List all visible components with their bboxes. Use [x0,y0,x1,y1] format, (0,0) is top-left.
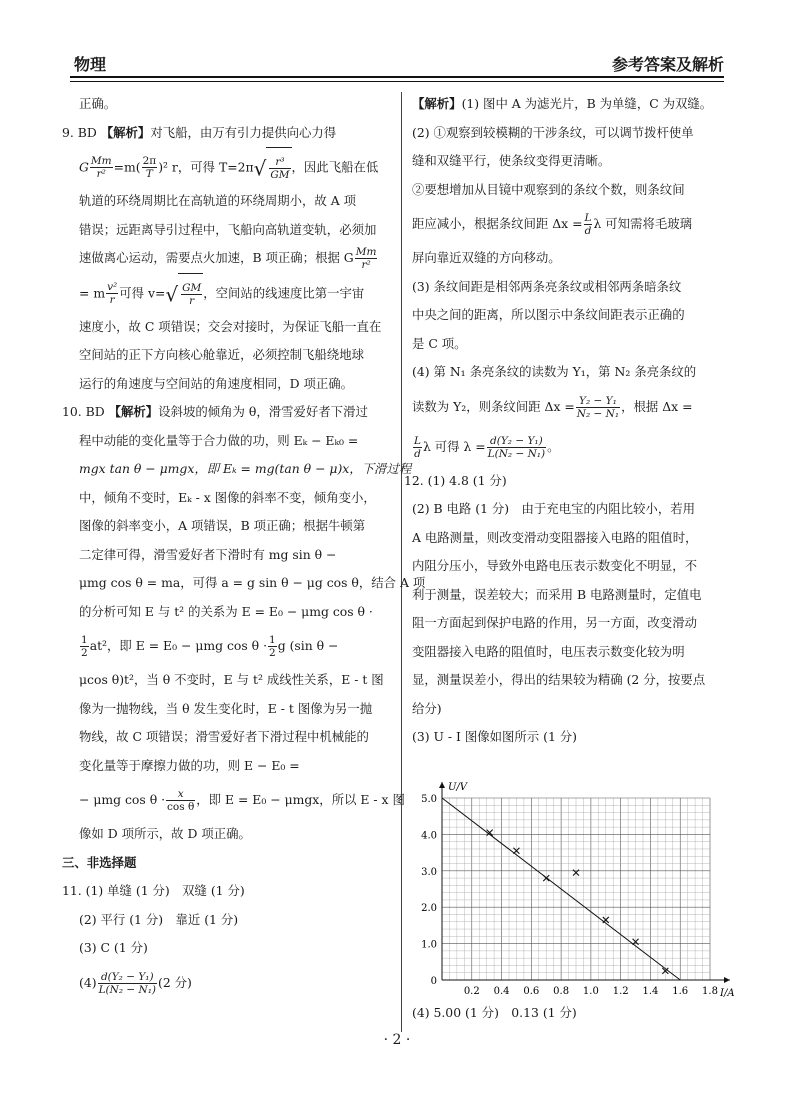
text-line: 运行的角速度与空间站的角速度相同，D 项正确。 [79,375,354,391]
y-axis-arrow [439,782,445,788]
text-line: 速度小，故 C 项错误；交会对接时，为保证飞船一直在 [79,318,382,334]
formula-line: 读数为 Y₂，则条纹间距 Δx = $\frac{\text{Y₂ − Y₁}}{\text{N₂ − N₁}}$ ，根据 Δx = [412,394,693,420]
q9-formula-line [62,147,390,187]
fraction: $\frac{\text{d(Y₂ − Y₁)}}{\text{L(N₂ − N₁)}}$ [98,970,156,996]
u-i-chart [412,770,742,1002]
x-tick-label: 0.2 [463,986,480,997]
text-line: (2) ①观察到较模糊的干涉条纹，可以调节拨杆使单 [412,124,694,140]
formula-line: $\frac{L}{d}$ λ 可得 λ = $\frac{\text{d(Y₂ − Y₁)}}{\text{L(N₂ − N₁)}}$ 。 [414,434,560,460]
text-line: 物线，故 C 项错误；滑雪爱好者下滑过程中机械能的 [79,729,369,744]
text-line: 的分析可知 E 与 t² 的关系为 E = E₀ − μmg cos θ · [79,603,373,619]
page-header [70,48,724,78]
x-tick-label: 1.0 [582,986,599,997]
section-heading: 三、非选择题 [62,854,137,870]
text: 对飞船，由万有引力提供向心力得 [150,124,337,140]
sqrt: √ $\frac{GM}{r}$ [165,273,203,315]
text-line: 【解析】(1) 图中 A 为滤光片，B 为单缝，C 为双缝。 [412,96,713,111]
text-line: 屏向靠近双缝的方向移动。 [412,250,561,265]
text-line: 正确。 [79,96,117,111]
text-line: 变化量等于摩擦力做的功，则 E − E₀ = [79,757,300,773]
y-tick-label: 1.0 [421,939,437,951]
q10-line: 10. BD 【解析】设斜坡的倾角为 θ，滑雪爱好者下滑过 [62,404,368,419]
text-line: 缝和双缝平行，使条纹变得更清晰。 [412,153,611,168]
text: )² r，可得 T=2π [158,159,254,175]
fraction: $\frac{L}{d}$ [584,212,592,237]
y-tick-label: 0 [430,976,437,987]
q11-line: 11. (1) 单缝 (1 分) 双缝 (1 分) [62,883,245,898]
x-tick-label: 1.6 [672,986,689,997]
q9-formula-line: = m $\frac{\text{v²}}{r}$ 可得 v=√ $\frac{GM}{r}$ ，空间站的线速度比第一宇宙 [62,273,390,313]
q11-formula-line: (4) $\frac{\text{d(Y₂ − Y₁)}}{\text{L(N₂ − N₁)}}$ (2 分) [79,970,192,996]
x-axis-label: I/A [720,988,735,999]
x-tick-label: 1.4 [642,986,659,997]
x-tick-label: 0.4 [493,986,510,997]
text-line: 是 C 项。 [412,335,467,351]
y-tick-label: 5.0 [421,794,437,805]
text-line: (3) U - I 图像如图所示 (1 分) [412,729,577,744]
column-divider [401,92,402,1032]
text-line: 中央之间的距离，所以图示中条纹间距表示正确的 [412,307,685,322]
text-line: 错误；远距离导引过程中，飞船向高轨道变轨，必须加 [79,221,377,237]
text-line: 显，测量误差小，得出的结果较为精确 (2 分，按要点 [412,672,706,687]
x-tick-label: 1.8 [702,986,718,997]
text: G [79,159,89,175]
q11-line: (2) 平行 (1 分) 靠近 (1 分) [79,911,239,927]
section-title: 参考答案及解析 [611,55,724,74]
text-line: (4) 第 N₁ 条亮条纹的读数为 Y₁，第 N₂ 条亮条纹的 [412,364,697,379]
page-number: · 2 · [383,1032,411,1048]
y-tick-label: 4.0 [421,830,437,842]
text-line: 像如 D 项所示，故 D 项正确。 [79,826,251,841]
fraction: $\frac{Mm}{\text{r²}}$ [355,246,377,271]
x-tick-label: 1.2 [612,986,629,997]
fraction: $\frac{1}{2}$ [269,634,276,659]
fraction: $\frac{2\pi}{T}$ [142,155,157,181]
analysis-tag: 【解析】 [100,124,151,140]
y-tick-label: 3.0 [421,866,437,878]
y-tick-label: 2.0 [421,903,437,915]
x-tick-label: 0.8 [553,986,570,997]
q10-number: 10. BD [62,404,105,419]
text-line: 内阻分压小，导致外电路电压表示数变化不明显，不 [412,558,697,573]
text-line: μmg cos θ = ma，可得 a = g sin θ − μg cos θ，结合 A 项 [79,575,426,590]
text-line: 利于测量，误差较大；而采用 B 电路测量时，定值电 [412,586,702,602]
q12-answer-4: (4) 5.00 (1 分) 0.13 (1 分) [412,1005,577,1020]
analysis-tag: 【解析】 [108,404,159,419]
sqrt: √ $\frac{\text{r³}}{GM}$ [254,147,292,189]
fraction: $\frac{x}{\text{cos θ}}$ [167,788,195,813]
text-line: 空间站的正下方向核心舱靠近，必须控制飞船绕地球 [79,347,364,362]
header-rule-thin [70,81,724,82]
fraction: $\frac{\text{d(Y₂ − Y₁)}}{\text{L(N₂ − N₁)}}$ [487,434,546,460]
y-axis-label: U/V [448,782,468,793]
text-line: ②要想增加从目镜中观察到的条纹个数，则条纹间 [412,181,685,197]
fraction: $\frac{L}{d}$ [414,434,421,460]
text-line: μcos θ)t²，当 θ 不变时，E 与 t² 成线性关系，E - t 图 [79,672,384,687]
fraction: $\frac{Mm}{\text{r²}}$ [90,155,112,181]
q9-line [62,119,390,148]
text-line: (3) 条纹间距是相邻两条亮条纹或相邻两条暗条纹 [412,278,682,294]
text: =m( [113,159,141,175]
subject-title: 物理 [74,55,107,74]
text-line: mgx tan θ − μmgx，即 Eₖ = mg(tan θ − μ)x，下滑过程 [79,461,412,476]
fraction: $\frac{\text{v²}}{r}$ [107,280,118,306]
text-line: 程中动能的变化量等于合力做的功，则 Eₖ − Eₖ₀ = [79,432,359,448]
q10-formula-line: $\frac{1}{2}$ at²，即 E = E₀ − μmg cos θ · $\frac{1}{2}$ g (sin θ − [81,634,339,659]
header-rule [70,76,724,78]
text: ，因此飞船在低 [291,159,379,175]
text-line: (2) B 电路 (1 分) 由于充电宝的内阻比较小，若用 [412,501,695,516]
q12-line: 12. (1) 4.8 (1 分) [404,472,507,488]
q9-number: 9. BD [62,124,97,140]
text-line: 中，倾角不变时，Eₖ - x 图像的斜率不变，倾角变小， [79,489,376,505]
text-line: 二定律可得，滑雪爱好者下滑时有 mg sin θ − [79,546,337,562]
fraction: $\frac{\text{Y₂ − Y₁}}{\text{N₂ − N₁}}$ [576,394,620,420]
x-tick-label: 0.6 [523,986,540,997]
text-line: A 电路测量，则改变滑动变阻器接入电路的阻值时， [412,529,698,545]
text-line: 阻一方面起到保护电路的作用，另一方面，改变滑动 [412,615,697,630]
x-axis-arrow [724,977,730,983]
q10-formula-line: − μmg cos θ · $\frac{x}{\text{cos θ}}$ ，即 E = E₀ − μmgx，所以 E - x 图 [79,788,405,813]
text-line: 像为一抛物线，当 θ 发生变化时，E - t 图像为另一抛 [79,700,373,716]
right-column [404,90,732,752]
text-line: 轨道的环绕周期比在高轨道的环绕周期小，故 A 项 [79,193,357,208]
text-line: 速做离心运动，需要点火加速，B 项正确；根据 G $\frac{Mm}{\text{r²}}$ [79,246,377,271]
formula-line: 距应减小，根据条纹间距 Δx = $\frac{L}{d}$ λ 可知需将毛玻璃 [412,212,693,237]
text-line: 图像的斜率变小，A 项错误，B 项正确；根据牛顿第 [79,518,366,533]
text-line: 变阻器接入电路的阻值时，电压表示数变化较为明 [412,643,685,659]
text-line: 给分) [412,700,442,716]
q11-line: (3) C (1 分) [79,940,148,955]
fraction: $\frac{1}{2}$ [81,634,88,659]
